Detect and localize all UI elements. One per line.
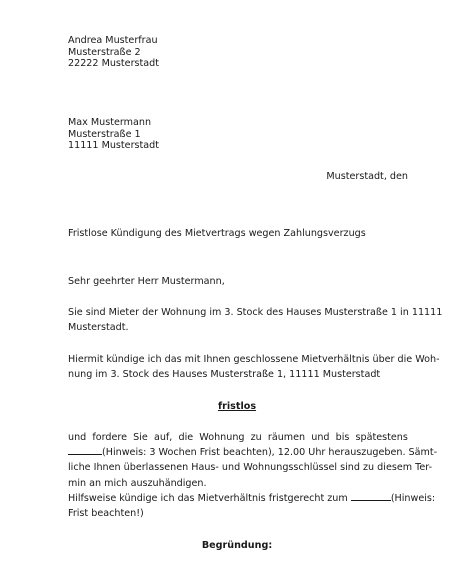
paragraph-line: liche Ihnen überlassenen Haus- und Wohnungsschlüssel sind zu diesem Ter- <box>68 462 433 474</box>
word: auf, <box>153 432 173 443</box>
blank-date-field <box>351 491 391 501</box>
recipient-city: 11111 Musterstadt <box>68 140 160 151</box>
emphasis-fristlos: fristlos <box>217 401 257 412</box>
paragraph-line: Frist beachten!) <box>68 508 144 520</box>
recipient-street: Musterstraße 1 <box>68 128 141 140</box>
paragraph-line <box>68 445 438 460</box>
word: Wohnung <box>199 432 245 443</box>
sender-name: Andrea Musterfrau <box>68 35 158 46</box>
recipient-name: Max Mustermann <box>68 117 152 128</box>
paragraph-line: Musterstadt. <box>68 322 129 334</box>
alternative-hint: (Hinweis: <box>390 492 436 504</box>
paragraph-line: Sie sind Mieter der Wohnung im 3. Stock des Hauses Musterstraße 1 in 11111 <box>68 307 443 318</box>
word: räumen <box>267 432 306 443</box>
deadline-hint: (Hinweis: 3 Wochen Frist beachten), 12.00 Uhr herauszugeben. Sämt- <box>102 447 438 459</box>
alternative-termination-text: Hilfsweise kündige ich das Mietverhältnis fristgerecht zum <box>68 492 348 504</box>
subject-line: Fristlose Kündigung des Mietvertrags wegen Zahlungsverzugs <box>68 228 366 239</box>
word: spätestens <box>355 432 408 443</box>
paragraph-line: min an mich auszuhändigen. <box>68 477 207 489</box>
word: die <box>178 432 194 443</box>
place-date: Musterstadt, den <box>326 171 408 182</box>
reason-heading: Begründung: <box>201 540 273 551</box>
word: und <box>311 432 330 443</box>
paragraph-line-justified <box>68 430 408 445</box>
paragraph-tenant <box>68 305 443 335</box>
paragraph-line: Hiermit kündige ich das mit Ihnen geschlossene Mietverhältnis über die Woh- <box>68 354 440 365</box>
blank-deadline-field <box>68 445 102 455</box>
word: fordere <box>92 432 128 443</box>
sender-address <box>68 35 159 70</box>
word: Sie <box>133 432 148 443</box>
paragraph-line: nung im 3. Stock des Hauses Musterstraße 1, 11111 Musterstadt <box>68 369 381 381</box>
word: zu <box>250 432 262 443</box>
word: und <box>68 432 87 443</box>
sender-street: Musterstraße 2 <box>68 46 141 58</box>
paragraph-demand <box>68 430 438 521</box>
salutation: Sehr geehrter Herr Mustermann, <box>68 276 225 287</box>
word: bis <box>335 432 350 443</box>
sender-city: 22222 Musterstadt <box>68 58 160 69</box>
recipient-address <box>68 117 159 152</box>
paragraph-termination <box>68 352 440 382</box>
paragraph-line <box>68 491 436 506</box>
